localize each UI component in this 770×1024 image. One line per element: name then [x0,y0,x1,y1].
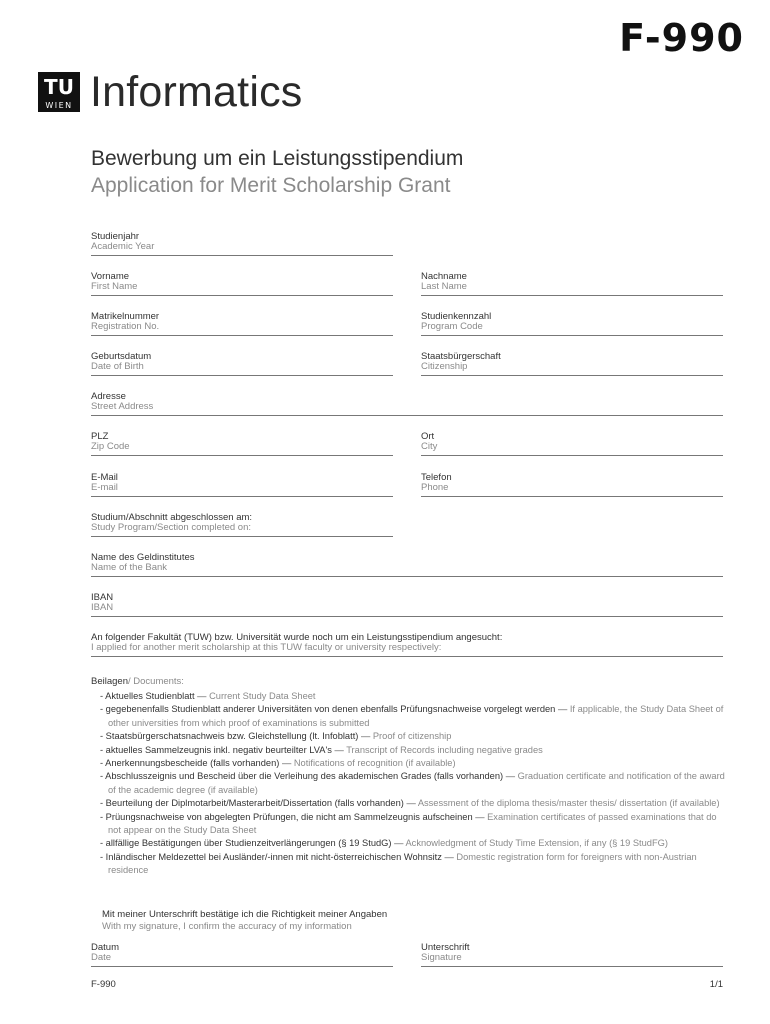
list-item [100,690,725,703]
registration-number-label-de: Matrikelnummer [91,311,160,322]
form-title-de: Bewerbung um ein Leistungsstipendium [91,147,464,170]
confirmation-statement [102,909,387,932]
phone-label-en: Phone [421,482,449,493]
document-en: Proof of citizenship [372,731,452,742]
separator: — [406,798,416,809]
registration-number-field[interactable] [91,311,393,336]
document-en: Graduation certificate and notification of the award of the academic degree (if available) [108,771,725,795]
citizenship-label-de: Staatsbürgerschaft [421,351,501,362]
first-name-label-de: Vorname [91,271,130,282]
document-en: Transcript of Records including negative grades [346,744,543,755]
street-address-field[interactable] [91,391,723,416]
separator: — [475,811,485,822]
academic-year-field[interactable] [91,231,393,256]
list-item [100,797,725,810]
citizenship-label-en: Citizenship [421,361,468,372]
document-en: Assessment of the diploma thesis/master thesis/ dissertation (if available) [417,798,720,809]
document-de: - Inländischer Meldezettel bei Ausländer/-innen mit nicht-österreichischen Wohnsitz [100,851,442,862]
signature-field[interactable] [421,942,723,967]
document-en: Current Study Data Sheet [209,691,316,701]
last-name-field[interactable] [421,271,723,296]
document-en: If applicable, the Study Data Sheet of other universities from which proof of examinations is submitted [108,704,724,728]
other-scholarship-label-de: An folgender Fakultät (TUW) bzw. Universität wurde noch um ein Leistungsstipendium angesucht: [91,632,503,643]
separator: — [334,744,344,755]
program-code-field[interactable] [421,311,723,336]
last-name-label-de: Nachname [421,271,467,282]
bank-name-field[interactable] [91,552,723,577]
footer-form-code: F-990 [91,979,116,990]
list-item [100,851,725,878]
bank-name-label-en: Name of the Bank [91,562,168,573]
academic-year-label-de: Studienjahr [91,231,140,242]
form-title-en: Application for Merit Scholarship Grant [91,174,451,197]
documents-heading [91,676,184,687]
institute-name: Informatics [90,68,303,116]
signature-label-de: Unterschrift [421,942,470,953]
registration-number-label-en: Registration No. [91,321,160,332]
other-scholarship-field[interactable] [91,632,723,657]
svg-text:WIEN: WIEN [45,101,73,110]
other-scholarship-label-en: I applied for another merit scholarship at this TUW faculty or university respectively: [91,642,442,653]
separator: — [505,771,515,782]
email-field[interactable] [91,472,393,497]
program-code-label-de: Studienkennzahl [421,311,492,322]
list-item [100,703,725,730]
date-of-birth-field[interactable] [91,351,393,376]
list-item [100,730,725,743]
citizenship-field[interactable] [421,351,723,376]
documents-heading-de: Beilagen [91,676,128,687]
confirmation-de: Mit meiner Unterschrift bestätige ich die Richtigkeit meiner Angaben [102,909,388,920]
document-de: - Aktuelles Studienblatt [100,691,195,701]
document-de: - Abschlusszeignis und Bescheid über die Verleihung des akademischen Grades (falls vorhanden) [100,771,504,782]
study-completed-field[interactable] [91,512,393,537]
zip-code-label-en: Zip Code [91,441,130,452]
document-de: - Beurteilung der Diplmotarbeit/Masterarbeit/Dissertation (falls vorhanden) [100,798,404,809]
separator: — [281,758,292,769]
document-de: - Prüungsnachweise von abgelegten Prüfungen, die nicht am Sammelzeugnis aufscheinen [100,811,473,822]
academic-year-label-en: Academic Year [91,241,155,252]
city-field[interactable] [421,431,723,456]
confirmation-en: With my signature, I confirm the accuracy of my information [102,921,352,932]
program-code-label-en: Program Code [421,321,483,332]
separator: — [197,691,207,701]
iban-label-en: IBAN [91,602,114,613]
form-code: F-990 [619,16,744,60]
page-number: 1/1 [709,979,723,990]
separator: — [557,704,568,715]
documents-heading-en: / Documents: [127,676,184,687]
street-address-label-en: Street Address [91,401,154,412]
bank-name-label-de: Name des Geldinstitutes [91,552,195,563]
zip-code-field[interactable] [91,431,393,456]
document-en: Domestic registration form for foreigners with non-Austrian residence [108,851,697,876]
document-de: - Anerkennungsbescheide (falls vorhanden) [100,758,280,769]
date-label-de: Datum [91,942,119,953]
signature-label-en: Signature [421,952,462,963]
phone-field[interactable] [421,472,723,497]
list-item [100,757,725,770]
documents-list [100,690,725,878]
street-address-label-de: Adresse [91,391,126,402]
svg-text:TU: TU [44,75,74,99]
city-label-de: Ort [421,431,435,442]
document-de: - aktuelles Sammelzeugnis inkl. negativ beurteilter LVA's [100,744,332,755]
email-label-de: E-Mail [91,472,118,483]
date-of-birth-label-de: Geburtsdatum [91,351,152,362]
first-name-label-en: First Name [91,281,138,292]
document-de: - Staatsbürgerschatsnachweis bzw. Gleichstellung (lt. Infoblatt) [100,731,359,742]
separator: — [360,731,371,742]
separator: — [394,838,404,849]
city-label-en: City [421,441,438,452]
last-name-label-en: Last Name [421,281,467,292]
document-de: - gegebenenfalls Studienblatt anderer Universitäten von denen ebenfalls Prüfungsnachweise vorgelegt werden [100,704,556,715]
date-of-birth-label-en: Date of Birth [91,361,144,372]
zip-code-label-de: PLZ [91,431,109,442]
document-en: Examination certificates of passed examinations that do not appear on the Study Data Sheet [108,811,717,836]
iban-label-de: IBAN [91,592,114,603]
study-completed-label-de: Studium/Abschnitt abgeschlossen am: [91,512,253,523]
document-de: - allfällige Bestätigungen über Studienzeitverlängerungen (§ 19 StudG) [100,838,392,849]
document-en: Acknowledgment of Study Time Extension, if any (§ 19 StudFG) [405,838,668,849]
date-label-en: Date [91,952,112,963]
list-item [100,837,725,850]
phone-label-de: Telefon [421,472,452,483]
study-completed-label-en: Study Program/Section completed on: [91,522,252,533]
list-item [100,744,725,757]
date-field[interactable] [91,942,393,967]
tu-wien-logo [38,72,80,112]
list-item [100,811,725,838]
document-en: Notifications of recognition (if available) [293,758,456,769]
email-label-en: E-mail [91,482,118,493]
iban-field[interactable] [91,592,723,617]
list-item [100,770,725,797]
first-name-field[interactable] [91,271,393,296]
separator: — [444,851,454,862]
